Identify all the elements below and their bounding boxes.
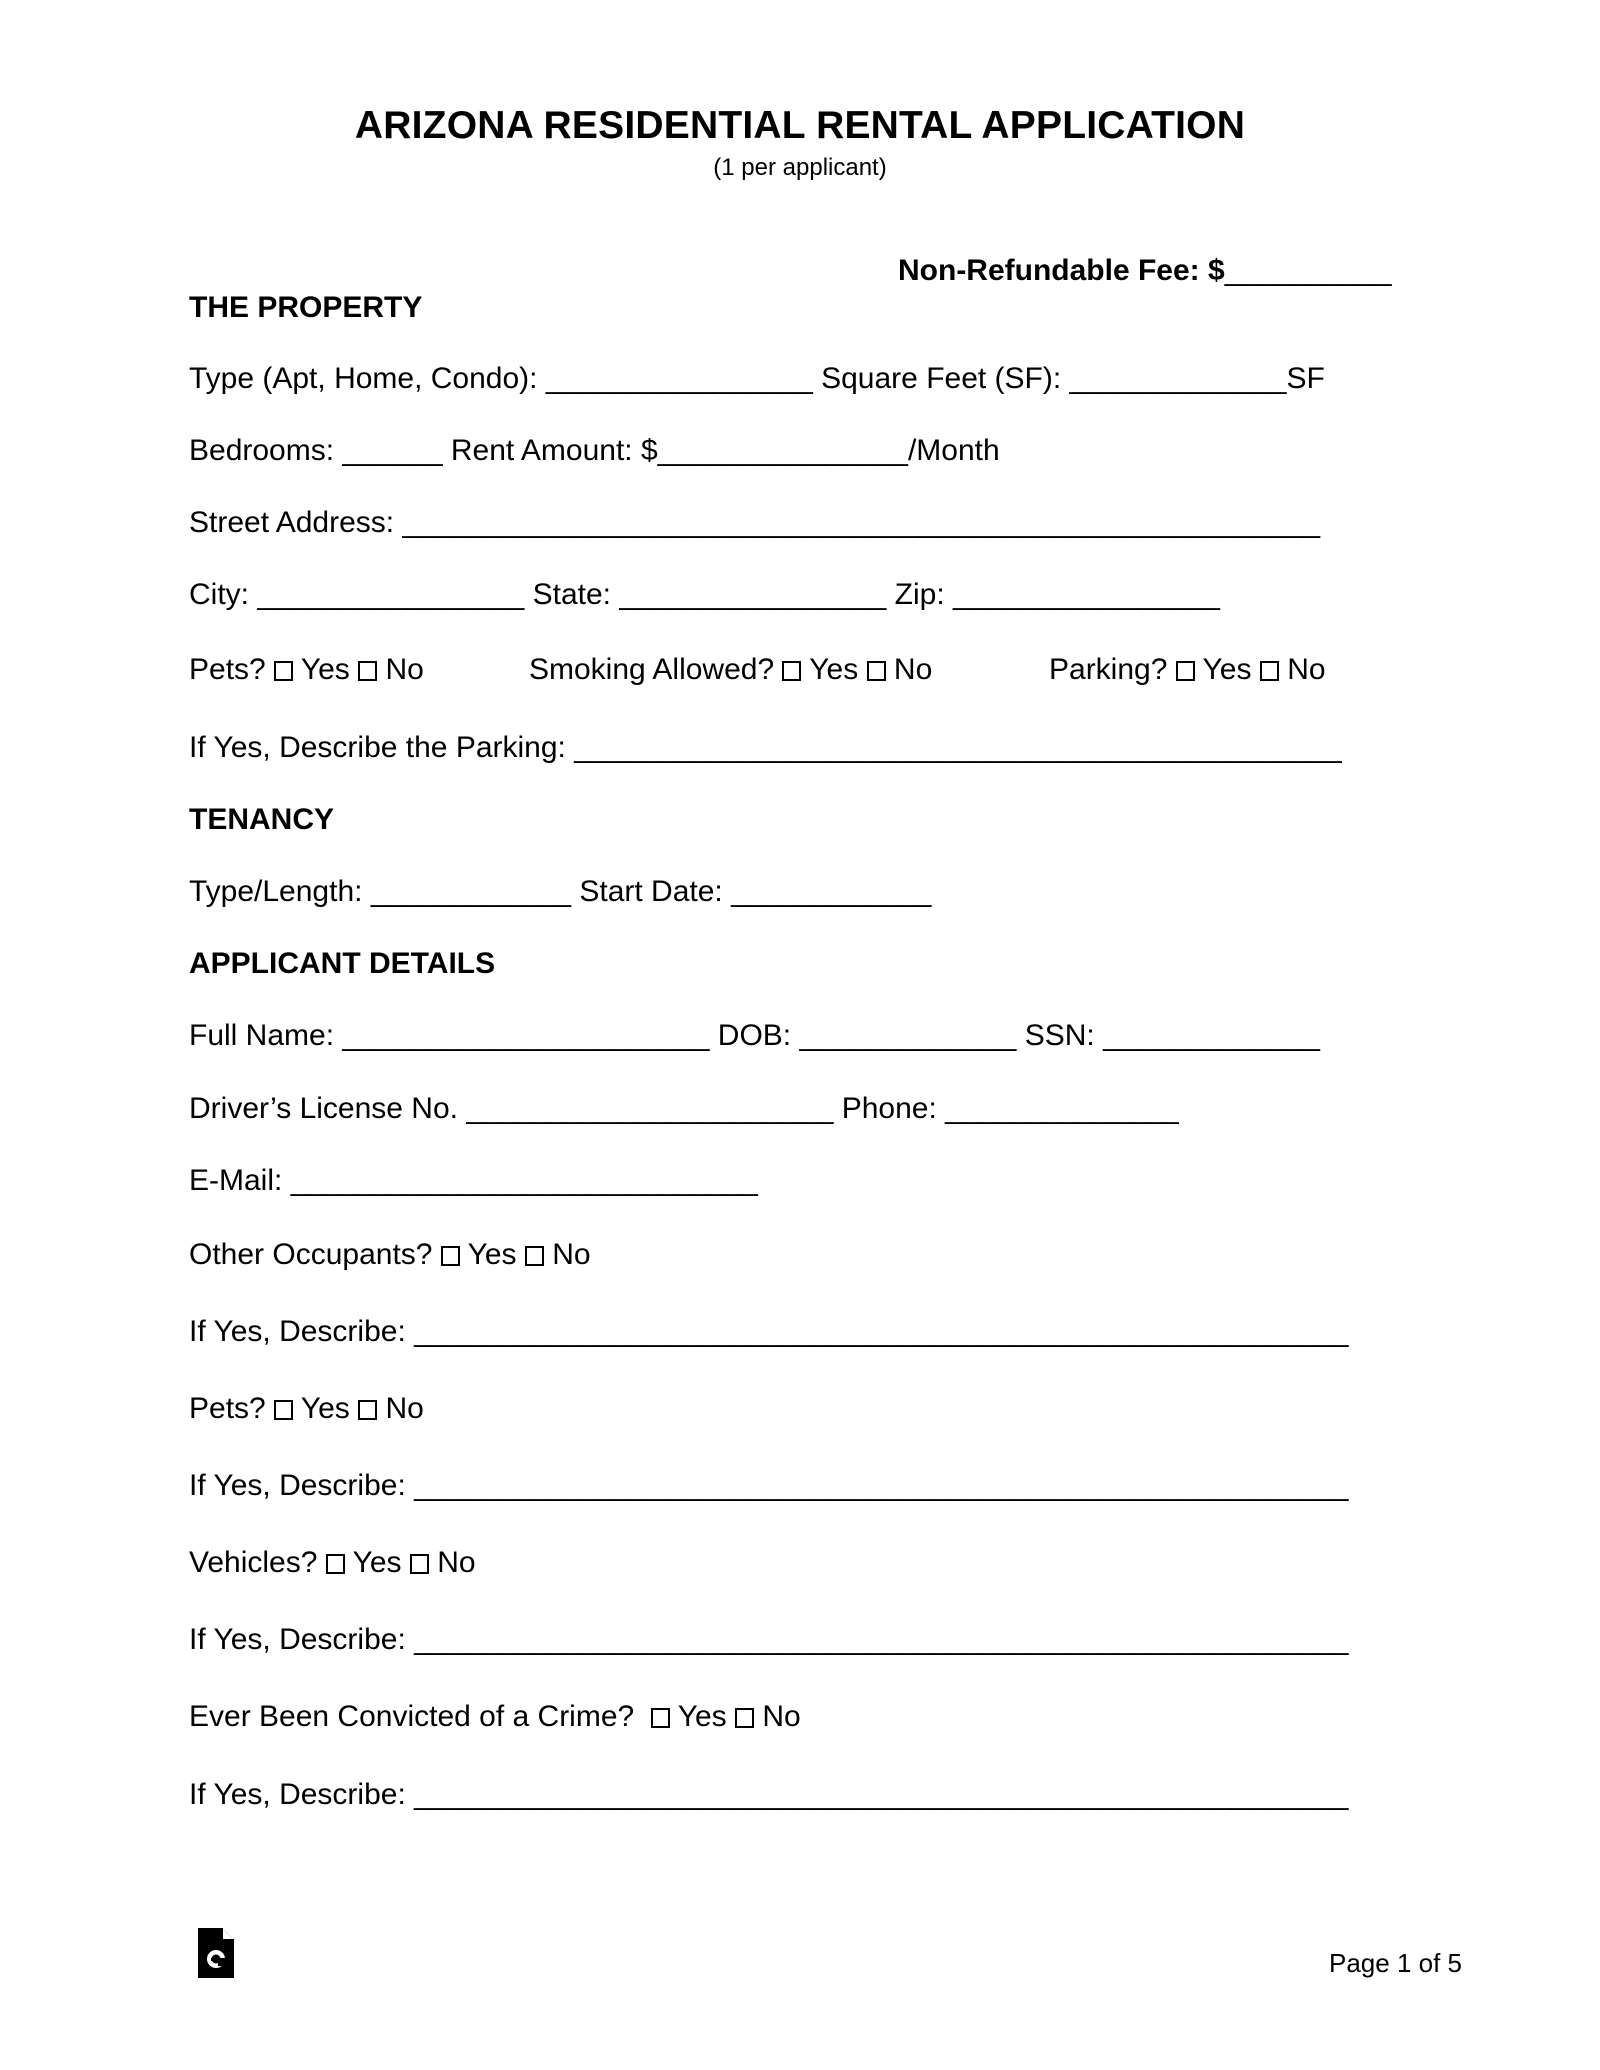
document-subtitle: (1 per applicant)	[713, 154, 887, 181]
pets-no-label: No	[385, 653, 424, 686]
city-state-zip-line	[189, 580, 1220, 610]
rent-unit: /Month	[907, 434, 1000, 467]
vehicles-describe-line	[189, 1625, 1348, 1655]
bedrooms-blank[interactable]: ______	[342, 434, 443, 467]
crime-no-checkbox[interactable]	[735, 1708, 754, 1728]
applicant-pets-label: Pets?	[189, 1392, 275, 1425]
vehicles-yes-label: Yes	[352, 1546, 402, 1579]
name-dob-ssn-line	[189, 1021, 1320, 1051]
document-title: ARIZONA RESIDENTIAL RENTAL APPLICATION	[354, 104, 1246, 147]
crime-describe-label: If Yes, Describe:	[189, 1778, 415, 1811]
applicant-pets-yes-checkbox[interactable]	[274, 1400, 293, 1420]
name-label: Full Name:	[189, 1019, 343, 1052]
street-blank[interactable]: _______________________________________________________	[402, 506, 1321, 539]
pets-describe-blank[interactable]: ________________________________________________________	[414, 1469, 1349, 1502]
start-date-blank[interactable]: ____________	[731, 875, 932, 908]
parking-no-checkbox[interactable]	[1260, 661, 1279, 681]
street-line	[189, 508, 1320, 538]
email-label: E-Mail:	[189, 1164, 291, 1197]
sf-unit: SF	[1286, 362, 1325, 395]
vehicles-describe-blank[interactable]: ________________________________________________________	[414, 1623, 1349, 1656]
pets-describe-line	[189, 1471, 1348, 1501]
occupants-label: Other Occupants?	[189, 1238, 441, 1271]
tenancy-line	[189, 877, 931, 907]
rent-blank[interactable]: _______________	[657, 434, 908, 467]
email-blank[interactable]: ____________________________	[290, 1164, 758, 1197]
phone-label: Phone:	[833, 1092, 946, 1125]
section-tenancy: TENANCY	[189, 803, 335, 836]
occupants-yes-label: Yes	[467, 1238, 517, 1271]
email-line	[189, 1166, 758, 1196]
name-blank[interactable]: ______________________	[342, 1019, 710, 1052]
bedrooms-label: Bedrooms:	[189, 434, 343, 467]
section-property: THE PROPERTY	[189, 291, 423, 324]
smoking-yes-label: Yes	[809, 653, 859, 686]
vehicles-label: Vehicles?	[189, 1546, 326, 1579]
parking-no-label: No	[1287, 653, 1326, 686]
crime-yes-checkbox[interactable]	[651, 1708, 670, 1728]
parking-describe-label: If Yes, Describe the Parking:	[189, 731, 575, 764]
ssn-label: SSN:	[1016, 1019, 1104, 1052]
fee-label: Non-Refundable Fee: $	[898, 254, 1225, 287]
license-label: Driver’s License No.	[189, 1092, 467, 1125]
zip-blank[interactable]: ________________	[953, 578, 1220, 611]
type-label: Type (Apt, Home, Condo):	[189, 362, 546, 395]
crime-label: Ever Been Convicted of a Crime?	[189, 1700, 643, 1733]
applicant-pets-no-checkbox[interactable]	[358, 1400, 377, 1420]
vehicles-yes-checkbox[interactable]	[326, 1554, 345, 1574]
crime-describe-blank[interactable]: ________________________________________________________	[414, 1778, 1349, 1811]
type-blank[interactable]: ________________	[545, 362, 813, 395]
page-number: Page 1 of 5	[1329, 1948, 1462, 1978]
section-applicant: APPLICANT DETAILS	[189, 947, 496, 980]
zip-label: Zip:	[886, 578, 953, 611]
pets-yes-label: Yes	[300, 653, 350, 686]
parking-describe-line	[189, 733, 1342, 763]
parking-group	[1049, 655, 1326, 685]
applicant-pets-no-label: No	[385, 1392, 424, 1425]
city-label: City:	[189, 578, 258, 611]
applicant-pets-line	[189, 1394, 424, 1424]
state-blank[interactable]: ________________	[619, 578, 887, 611]
crime-describe-line	[189, 1780, 1348, 1810]
pets-describe-label: If Yes, Describe:	[189, 1469, 415, 1502]
property-type-line	[189, 364, 1325, 394]
tenancy-type-blank[interactable]: ____________	[370, 875, 572, 908]
occupants-describe-line	[189, 1317, 1348, 1347]
crime-yes-label: Yes	[677, 1700, 727, 1733]
pets-yes-checkbox[interactable]	[274, 661, 293, 681]
pets-smoking-parking-line	[189, 655, 424, 685]
pets-no-checkbox[interactable]	[358, 661, 377, 681]
tenancy-type-label: Type/Length:	[189, 875, 371, 908]
applicant-pets-yes-label: Yes	[300, 1392, 350, 1425]
bedrooms-rent-line	[189, 436, 1000, 466]
fee-blank[interactable]: __________	[1224, 254, 1392, 287]
fee-line	[898, 254, 1392, 288]
sf-blank[interactable]: _____________	[1069, 362, 1287, 395]
occupants-line	[189, 1240, 591, 1270]
city-blank[interactable]: ________________	[257, 578, 525, 611]
occupants-no-label: No	[552, 1238, 591, 1271]
street-label: Street Address:	[189, 506, 403, 539]
smoking-yes-checkbox[interactable]	[782, 661, 801, 681]
start-date-label: Start Date:	[571, 875, 732, 908]
occupants-describe-blank[interactable]: ________________________________________________________	[414, 1315, 1349, 1348]
license-phone-line	[189, 1094, 1179, 1124]
dob-label: DOB:	[709, 1019, 800, 1052]
vehicles-line	[189, 1548, 476, 1578]
parking-label: Parking?	[1049, 653, 1176, 686]
eforms-logo-icon	[198, 1928, 234, 1978]
parking-yes-checkbox[interactable]	[1176, 661, 1195, 681]
occupants-no-checkbox[interactable]	[525, 1246, 544, 1266]
parking-yes-label: Yes	[1202, 653, 1252, 686]
vehicles-no-checkbox[interactable]	[410, 1554, 429, 1574]
ssn-blank[interactable]: _____________	[1103, 1019, 1320, 1052]
phone-blank[interactable]: ______________	[945, 1092, 1179, 1125]
crime-line	[189, 1702, 801, 1732]
occupants-describe-label: If Yes, Describe:	[189, 1315, 415, 1348]
state-label: State:	[524, 578, 620, 611]
parking-describe-blank[interactable]: ______________________________________________	[574, 731, 1342, 764]
vehicles-describe-label: If Yes, Describe:	[189, 1623, 415, 1656]
smoking-no-label: No	[893, 653, 933, 686]
occupants-yes-checkbox[interactable]	[441, 1246, 460, 1266]
smoking-label: Smoking Allowed?	[529, 653, 783, 686]
rent-label: Rent Amount: $	[442, 434, 658, 467]
vehicles-no-label: No	[437, 1546, 476, 1579]
crime-no-label: No	[762, 1700, 801, 1733]
license-blank[interactable]: ______________________	[466, 1092, 834, 1125]
dob-blank[interactable]: _____________	[799, 1019, 1017, 1052]
smoking-no-checkbox[interactable]	[867, 661, 886, 681]
sf-label: Square Feet (SF):	[812, 362, 1070, 395]
pets-label: Pets?	[189, 653, 275, 686]
smoking-group	[529, 655, 932, 685]
